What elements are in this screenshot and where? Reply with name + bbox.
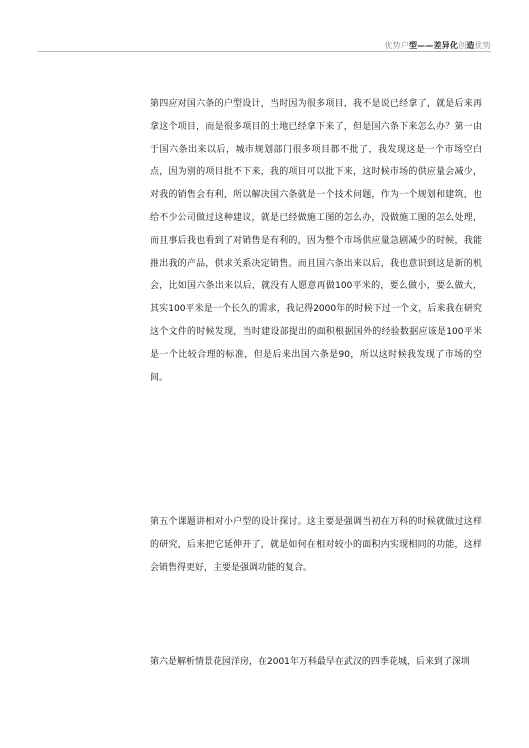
header-dark-2: 差异化 xyxy=(433,41,459,50)
header-mid: 创 xyxy=(458,41,467,50)
header-dark-1: 型—— xyxy=(408,41,434,50)
header-dark-3: 造 xyxy=(466,41,475,50)
header-rule xyxy=(38,51,491,52)
paragraph-4-national-six-policy: 第四应对国六条的户型设计，当时因为很多项目，我不是说已经拿了，就是后来再拿这个项目，而是很多项目的土地已经拿下来了，但是国六条下来怎么办？第一由于国六条出来以后，城市规划部门很多项目都不批了，我发现这是一个市场空白点，因为别的项目批不下来，我的项目可以批下来，这时候市场的供应量会减少，对我的销售会有利，所以解决国六条就是一个技术问题，作为一个规划和建筑，也给不少公司做过这种建议，就是已经做施工图的怎么办，没做施工图的怎么处理，而且事后我也看到了对销售是有利的，因为整个市场供应量急剧减少的时候，我能推出我的产品，供求关系决定销售。而且国六条出来以后，我也意识到这是新的机会，比如国六条出来以后，就没有人愿意再做100平米的，要么做小，要么做大，其实100平米是一个长久的需求，我记得2000年的时候下过一个文，后来我在研究这个文件的时候发现，当时建设部提出的面积根据国外的经验数据应该是100平米是一个比较合理的标准，但是后来出国六条是90，所以这时候我发现了市场的空间。 xyxy=(150,99,482,383)
paragraph-6-garden-house: 第六是解析情景花园洋房，在2001年万科最早在武汉的四季花城，后来到了深圳 xyxy=(150,657,470,667)
header-prefix: 优势户 xyxy=(384,41,409,50)
page-header xyxy=(384,40,491,51)
paragraph-5-small-unit-design: 第五个课题讲相对小户型的设计探讨。这主要是强调当初在万科的时候就做过这样的研究，后来把它延伸开了，就是如何在相对较小的面积内实现相同的功能，这样会销售得更好，主要是强调功能的复合。 xyxy=(150,517,482,573)
header-suffix: 优势 xyxy=(474,41,491,50)
